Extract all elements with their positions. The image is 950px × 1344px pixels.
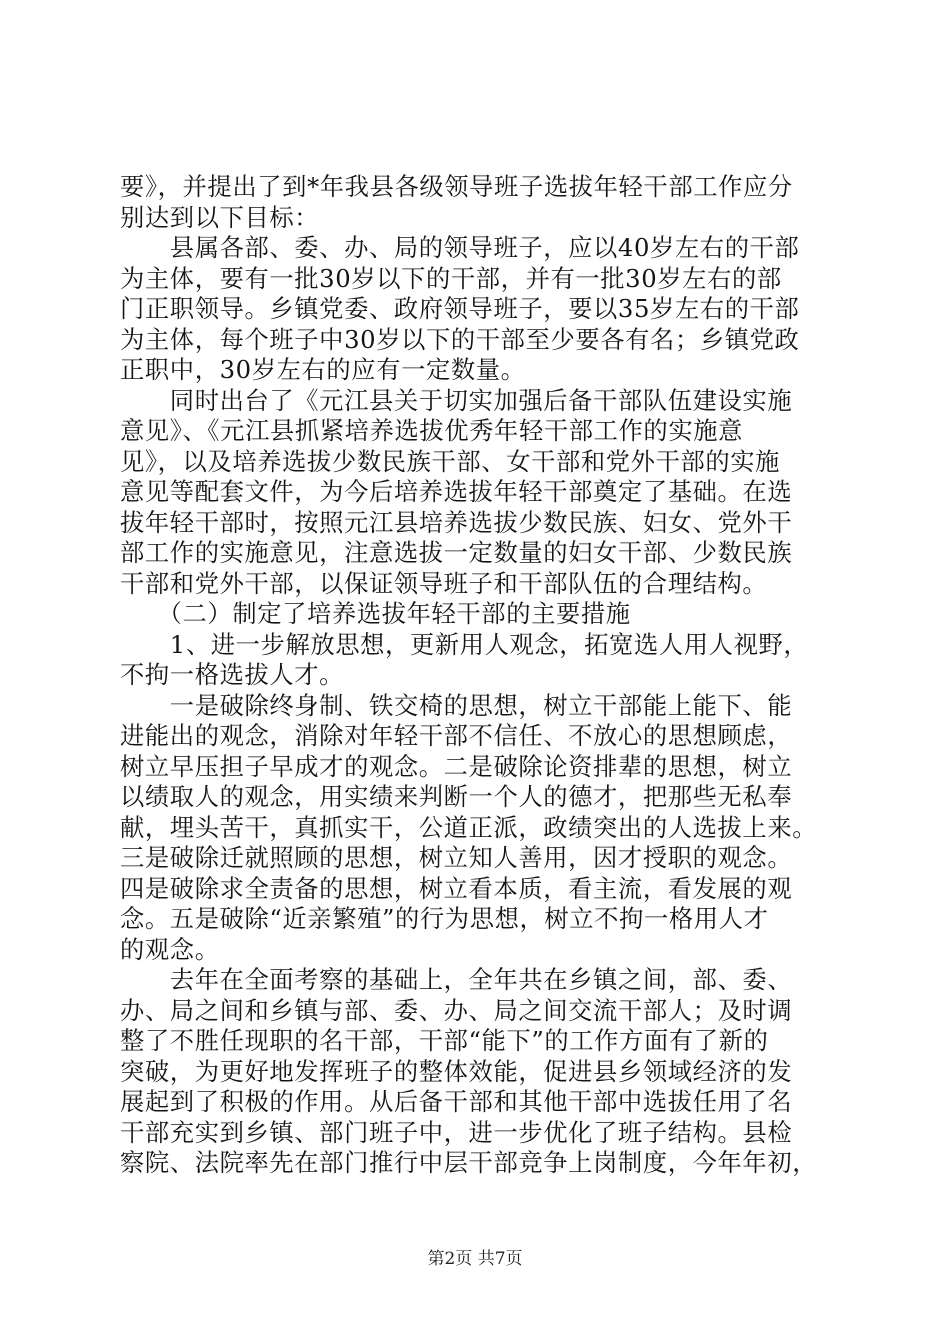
text-line: （二）制定了培养选拔年轻干部的主要措施 bbox=[120, 599, 631, 628]
text-line: 去年在全面考察的基础上，全年共在乡镇之间，部、委、 bbox=[120, 965, 793, 994]
text-line: 干部充实到乡镇、部门班子中，进一步优化了班子结构。县检 bbox=[120, 1117, 793, 1147]
text-line: 以绩取人的观念，用实绩来判断一个人的德才，把那些无私奉 bbox=[120, 782, 793, 811]
text-line: 整了不胜任现职的名干部，干部“能下”的工作方面有了新的 bbox=[120, 1026, 769, 1055]
text-line: 意见》、《元江县抓紧培养选拔优秀年轻干部工作的实施意 bbox=[120, 416, 744, 445]
text-line: 拔年轻干部时，按照元江县培养选拔少数民族、妇女、党外干 bbox=[120, 507, 793, 537]
text-line: 部工作的实施意见，注意选拔一定数量的妇女干部、少数民族 bbox=[120, 538, 793, 567]
text-line: 干部和党外干部，以保证领导班子和干部队伍的合理结构。 bbox=[120, 568, 768, 598]
text-line: 意见等配套文件，为今后培养选拔年轻干部奠定了基础。在选 bbox=[120, 477, 793, 506]
text-line: 别达到以下目标： bbox=[120, 202, 320, 232]
text-line: 办、局之间和乡镇与部、委、办、局之间交流干部人；及时调 bbox=[120, 995, 793, 1025]
text-line: 不拘一格选拔人才。 bbox=[120, 660, 345, 689]
text-line: 树立早压担子早成才的观念。二是破除论资排辈的思想，树立 bbox=[120, 751, 793, 781]
text-line: 正职中，30岁左右的应有一定数量。 bbox=[120, 355, 526, 384]
text-line: 同时出台了《元江县关于切实加强后备干部队伍建设实施 bbox=[120, 385, 793, 415]
text-line: 展起到了积极的作用。从后备干部和其他干部中选拔任用了名 bbox=[120, 1087, 793, 1116]
text-line: 要》，并提出了到*年我县各级领导班子选拔年轻干部工作应分 bbox=[120, 172, 793, 201]
text-line: 县属各部、委、办、局的领导班子，应以40岁左右的干部 bbox=[120, 233, 800, 262]
text-line: 四是破除求全责备的思想，树立看本质，看主流，看发展的观 bbox=[120, 873, 793, 903]
text-line: 的观念。 bbox=[120, 934, 220, 964]
text-line: 献，埋头苦干，真抓实干，公道正派，政绩突出的人选拔上来。 bbox=[120, 812, 818, 842]
document-body bbox=[120, 172, 836, 1179]
text-line: 念。五是破除“近亲繁殖”的行为思想，树立不拘一格用人才 bbox=[120, 904, 769, 933]
text-line: 三是破除迁就照顾的思想，树立知人善用，因才授职的观念。 bbox=[120, 843, 793, 872]
text-line: 为主体，每个班子中30岁以下的干部至少要各有名；乡镇党政 bbox=[120, 324, 800, 354]
text-line: 门正职领导。乡镇党委、政府领导班子，要以35岁左右的干部 bbox=[120, 294, 800, 323]
text-line: 为主体，要有一批30岁以下的干部，并有一批30岁左右的部 bbox=[120, 263, 782, 293]
text-line: 进能出的观念，消除对年轻干部不信任、不放心的思想顾虑， bbox=[120, 721, 793, 750]
text-line: 察院、法院率先在部门推行中层干部竞争上岗制度，今年年初， bbox=[120, 1148, 818, 1177]
text-line: 突破，为更好地发挥班子的整体效能，促进县乡领域经济的发 bbox=[120, 1056, 793, 1086]
text-line: 见》，以及培养选拔少数民族干部、女干部和党外干部的实施 bbox=[120, 446, 781, 476]
text-line: 1、进一步解放思想，更新用人观念，拓宽选人用人视野， bbox=[120, 629, 809, 659]
page-footer: 第2页 共7页 bbox=[427, 1249, 523, 1269]
text-line: 一是破除终身制、铁交椅的思想，树立干部能上能下、能 bbox=[120, 690, 793, 720]
